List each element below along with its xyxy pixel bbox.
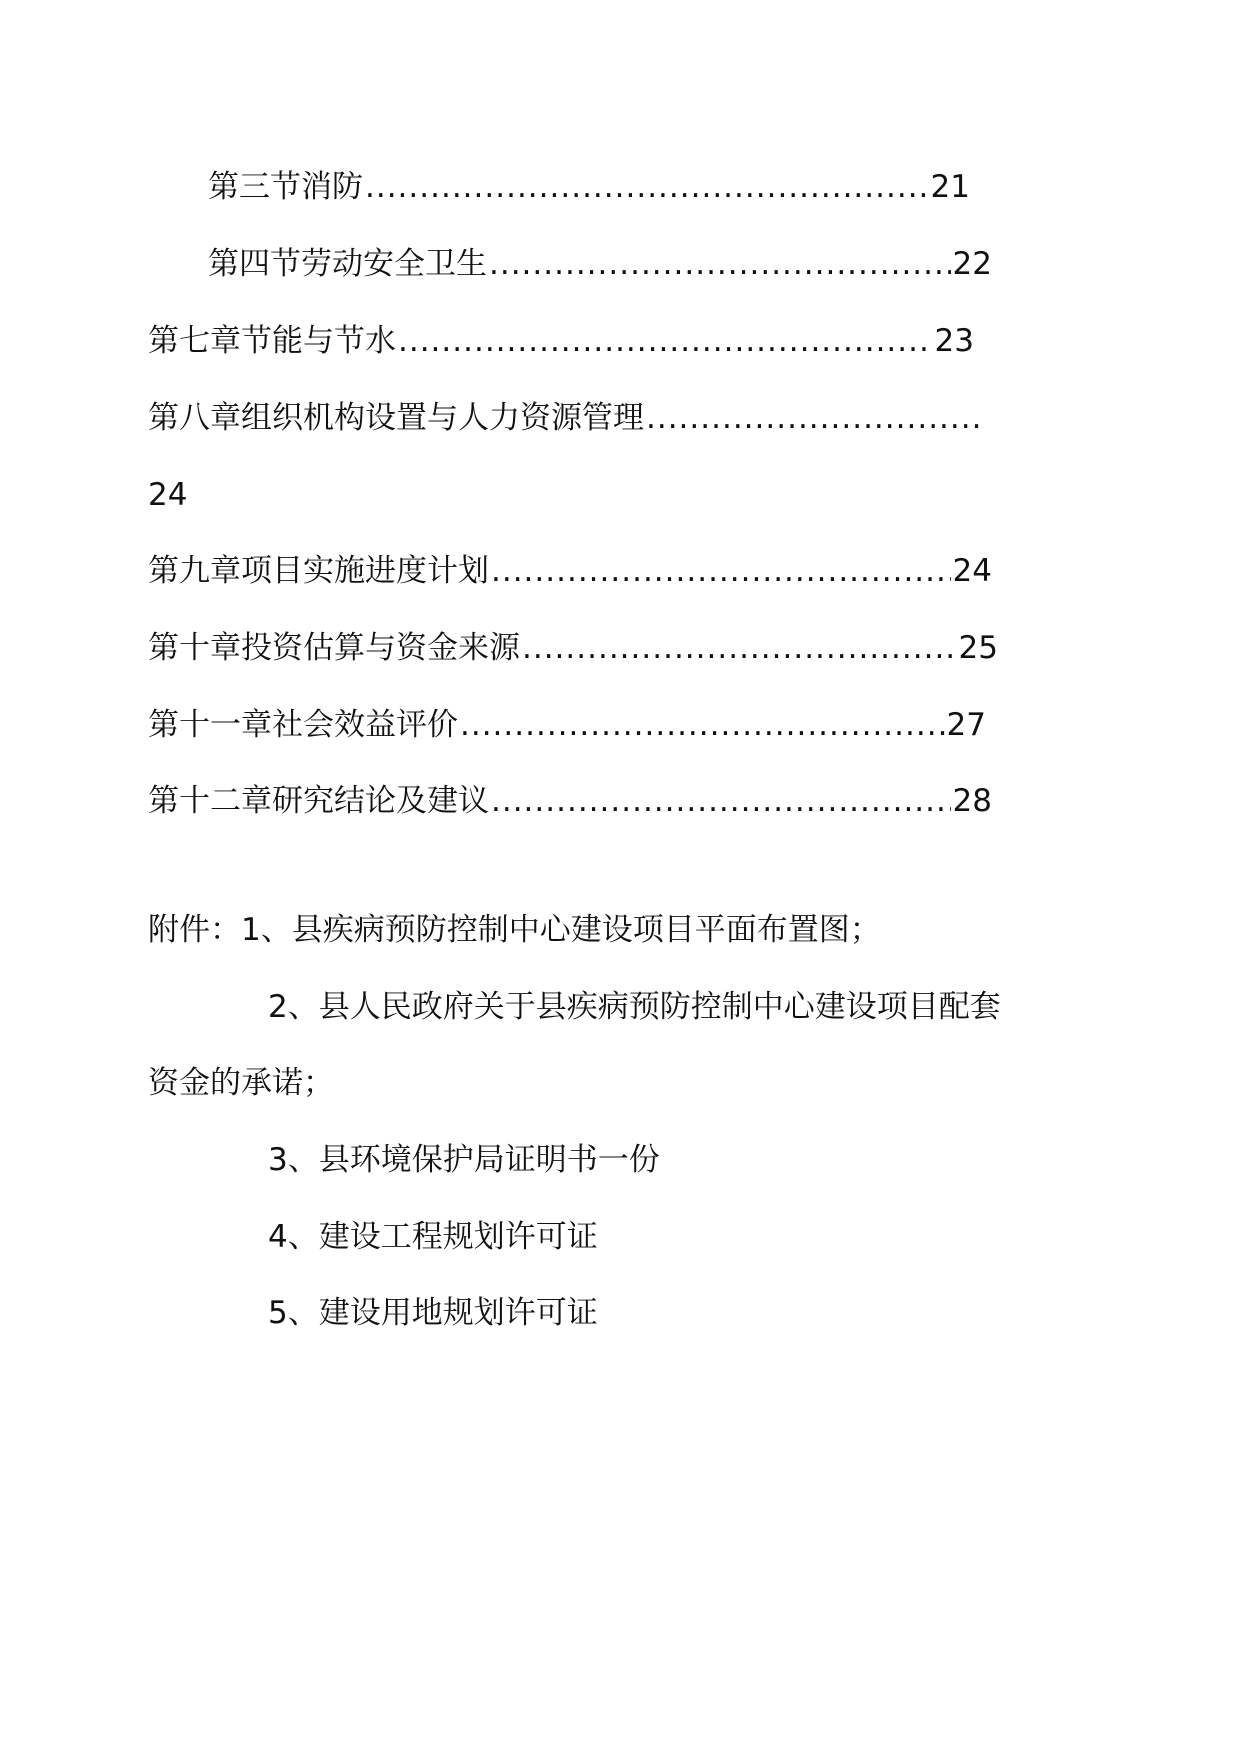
toc-entry[interactable]	[148, 551, 992, 591]
toc-entry[interactable]	[208, 167, 970, 207]
attachment-line	[148, 910, 881, 950]
toc-page-number: 21	[930, 169, 970, 205]
toc-title: 组织机构设置与人力资源管理	[241, 400, 644, 436]
toc-entry[interactable]	[148, 705, 986, 745]
toc-leader-dots	[489, 244, 951, 284]
toc-entry[interactable]	[208, 244, 992, 284]
toc-leader-dots	[365, 167, 929, 207]
toc-title: 节能与节水	[241, 323, 396, 359]
attachment-item-continuation: 资金的承诺；	[148, 1065, 334, 1101]
toc-entry[interactable]	[148, 781, 992, 821]
toc-title: 劳动安全卫生	[301, 246, 487, 282]
attachments-prefix: 附件：	[148, 912, 241, 948]
toc-page-number: 28	[952, 783, 992, 819]
toc-title: 投资估算与资金来源	[241, 630, 520, 666]
toc-label: 第十章	[148, 630, 241, 666]
toc-label: 第八章	[148, 400, 241, 436]
toc-label: 第三节	[208, 169, 301, 205]
toc-label: 第四节	[208, 246, 301, 282]
toc-page-number: 27	[946, 707, 986, 743]
toc-page-number: 24	[952, 553, 992, 589]
toc-leader-dots	[491, 781, 951, 821]
toc-entry[interactable]	[148, 398, 984, 438]
toc-entry[interactable]	[148, 321, 974, 361]
toc-label: 第十二章	[148, 783, 272, 819]
toc-leader-dots	[491, 551, 951, 591]
toc-page-number: 24	[148, 477, 188, 513]
attachment-item: 2、县人民政府关于县疾病预防控制中心建设项目配套	[268, 989, 1001, 1025]
toc-label: 第十一章	[148, 707, 272, 743]
toc-title: 研究结论及建议	[272, 783, 489, 819]
toc-leader-dots	[522, 628, 957, 668]
toc-leader-dots	[398, 321, 933, 361]
attachment-item: 1、县疾病预防控制中心建设项目平面布置图；	[241, 912, 881, 948]
toc-leader-dots	[646, 398, 982, 438]
toc-title: 社会效益评价	[272, 707, 458, 743]
toc-page-number: 25	[958, 630, 998, 666]
toc-title: 消防	[301, 169, 363, 205]
toc-title: 项目实施进度计划	[241, 553, 489, 589]
toc-page-number: 22	[952, 246, 992, 282]
toc-entry[interactable]	[148, 628, 998, 668]
toc-page-number: 23	[934, 323, 974, 359]
toc-leader-dots	[460, 705, 945, 745]
attachment-item: 5、建设用地规划许可证	[268, 1295, 598, 1331]
toc-label: 第七章	[148, 323, 241, 359]
attachment-item: 4、建设工程规划许可证	[268, 1219, 598, 1255]
attachment-item: 3、县环境保护局证明书一份	[268, 1142, 660, 1178]
toc-label: 第九章	[148, 553, 241, 589]
